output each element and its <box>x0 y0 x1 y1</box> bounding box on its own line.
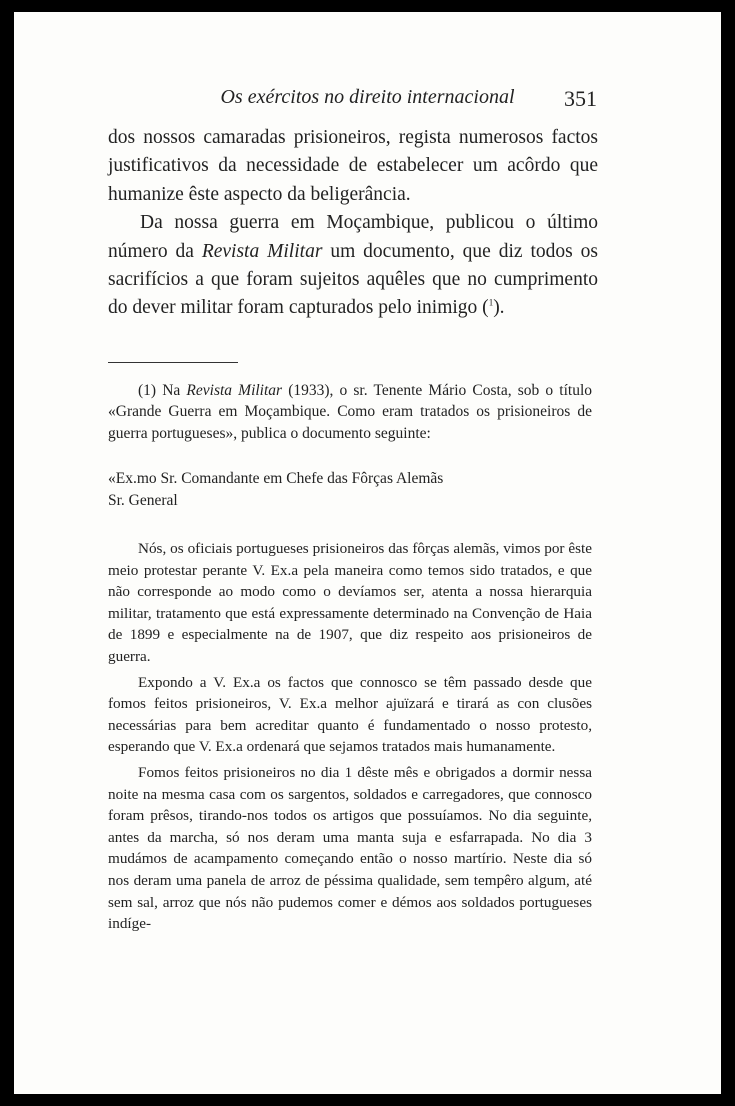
footnote-reference: 1 <box>488 297 494 308</box>
paragraph-2-end: ). <box>493 297 505 319</box>
document-page <box>14 12 721 1094</box>
letter-salutation <box>108 468 443 512</box>
salutation-line-1: «Ex.mo Sr. Comandante em Chefe das Fôrças Alemãs <box>108 470 444 487</box>
letter-paragraph-3: Fomos feitos prisioneiros no dia 1 dêste mês e obrigados a dormir nessa noite na mesma casa com os sargentos, soldados e carregadores, que connosco foram prêsos, tirando-nos todos os artigos que possuíamos. No dia seguinte, antes da marcha, só nos deram uma manta suja e esfarrapada. No dia 3 mudámos de acampamento começando então o nosso martírio. Neste dia só nos deram uma panela de arroz de péssima qualidade, sem tempêro algum, até sem sal, arroz que nós não pudemos comer e démos aos soldados portugueses indíge- <box>108 763 592 933</box>
letter-body <box>108 538 592 939</box>
footnote-divider <box>108 362 238 363</box>
paragraph-2-start: Da nossa guerra em Moçambique, publicou o último número da <box>108 212 598 262</box>
main-text <box>108 124 598 323</box>
page-header <box>14 80 721 120</box>
salutation-line-2: Sr. General <box>108 492 178 509</box>
footnote-text: (1933), o sr. Tenente Mário Costa, sob o título «Grande Guerra em Moçambique. Como eram tratados os prisioneiros de guerra portugueses», publica o documento seguinte: <box>108 382 592 442</box>
paragraph-2 <box>108 209 598 323</box>
running-title: Os exércitos no direito internacional <box>220 86 515 108</box>
footnote <box>108 380 592 444</box>
footnote-journal-title: Revista Militar <box>186 382 283 399</box>
journal-title: Revista Militar <box>201 240 323 262</box>
letter-paragraph-2: Expondo a V. Ex.a os factos que connosco se têm passado desde que fomos feitos prisioneiros, V. Ex.a melhor ajuïzará e tirará as con clusões necessárias para bem acreditar quanto é fundamentado o nosso protesto, esperando que V. Ex.a ordenará que sejamos tratados mais humanamente. <box>108 673 592 756</box>
paragraph-1: dos nossos camaradas prisioneiros, regista numerosos factos justificativos da necessidade de estabelecer um acôrdo que humanize êste aspecto da beligerância. <box>108 127 598 205</box>
page-number: 351 <box>564 86 597 111</box>
letter-paragraph-1: Nós, os oficiais portugueses prisioneiros das fôrças alemãs, vimos por êste meio protestar perante V. Ex.a pela maneira como temos sido tratados, e que não corresponde ao modo como o devíamos ser, atenta a nossa hierarquia militar, tratamento que está expressamente determinado na Convenção de Haia de 1899 e especialmente na de 1907, que diz respeito aos prisioneiros de guerra. <box>108 540 592 665</box>
paragraph-2-rest: um documento, que diz todos os sacrifícios a que foram sujeitos aquêles que no cumprimento do dever militar foram capturados pelo inimigo ( <box>108 240 598 319</box>
footnote-marker: (1) <box>138 382 157 399</box>
footnote-lead: Na <box>156 382 187 399</box>
